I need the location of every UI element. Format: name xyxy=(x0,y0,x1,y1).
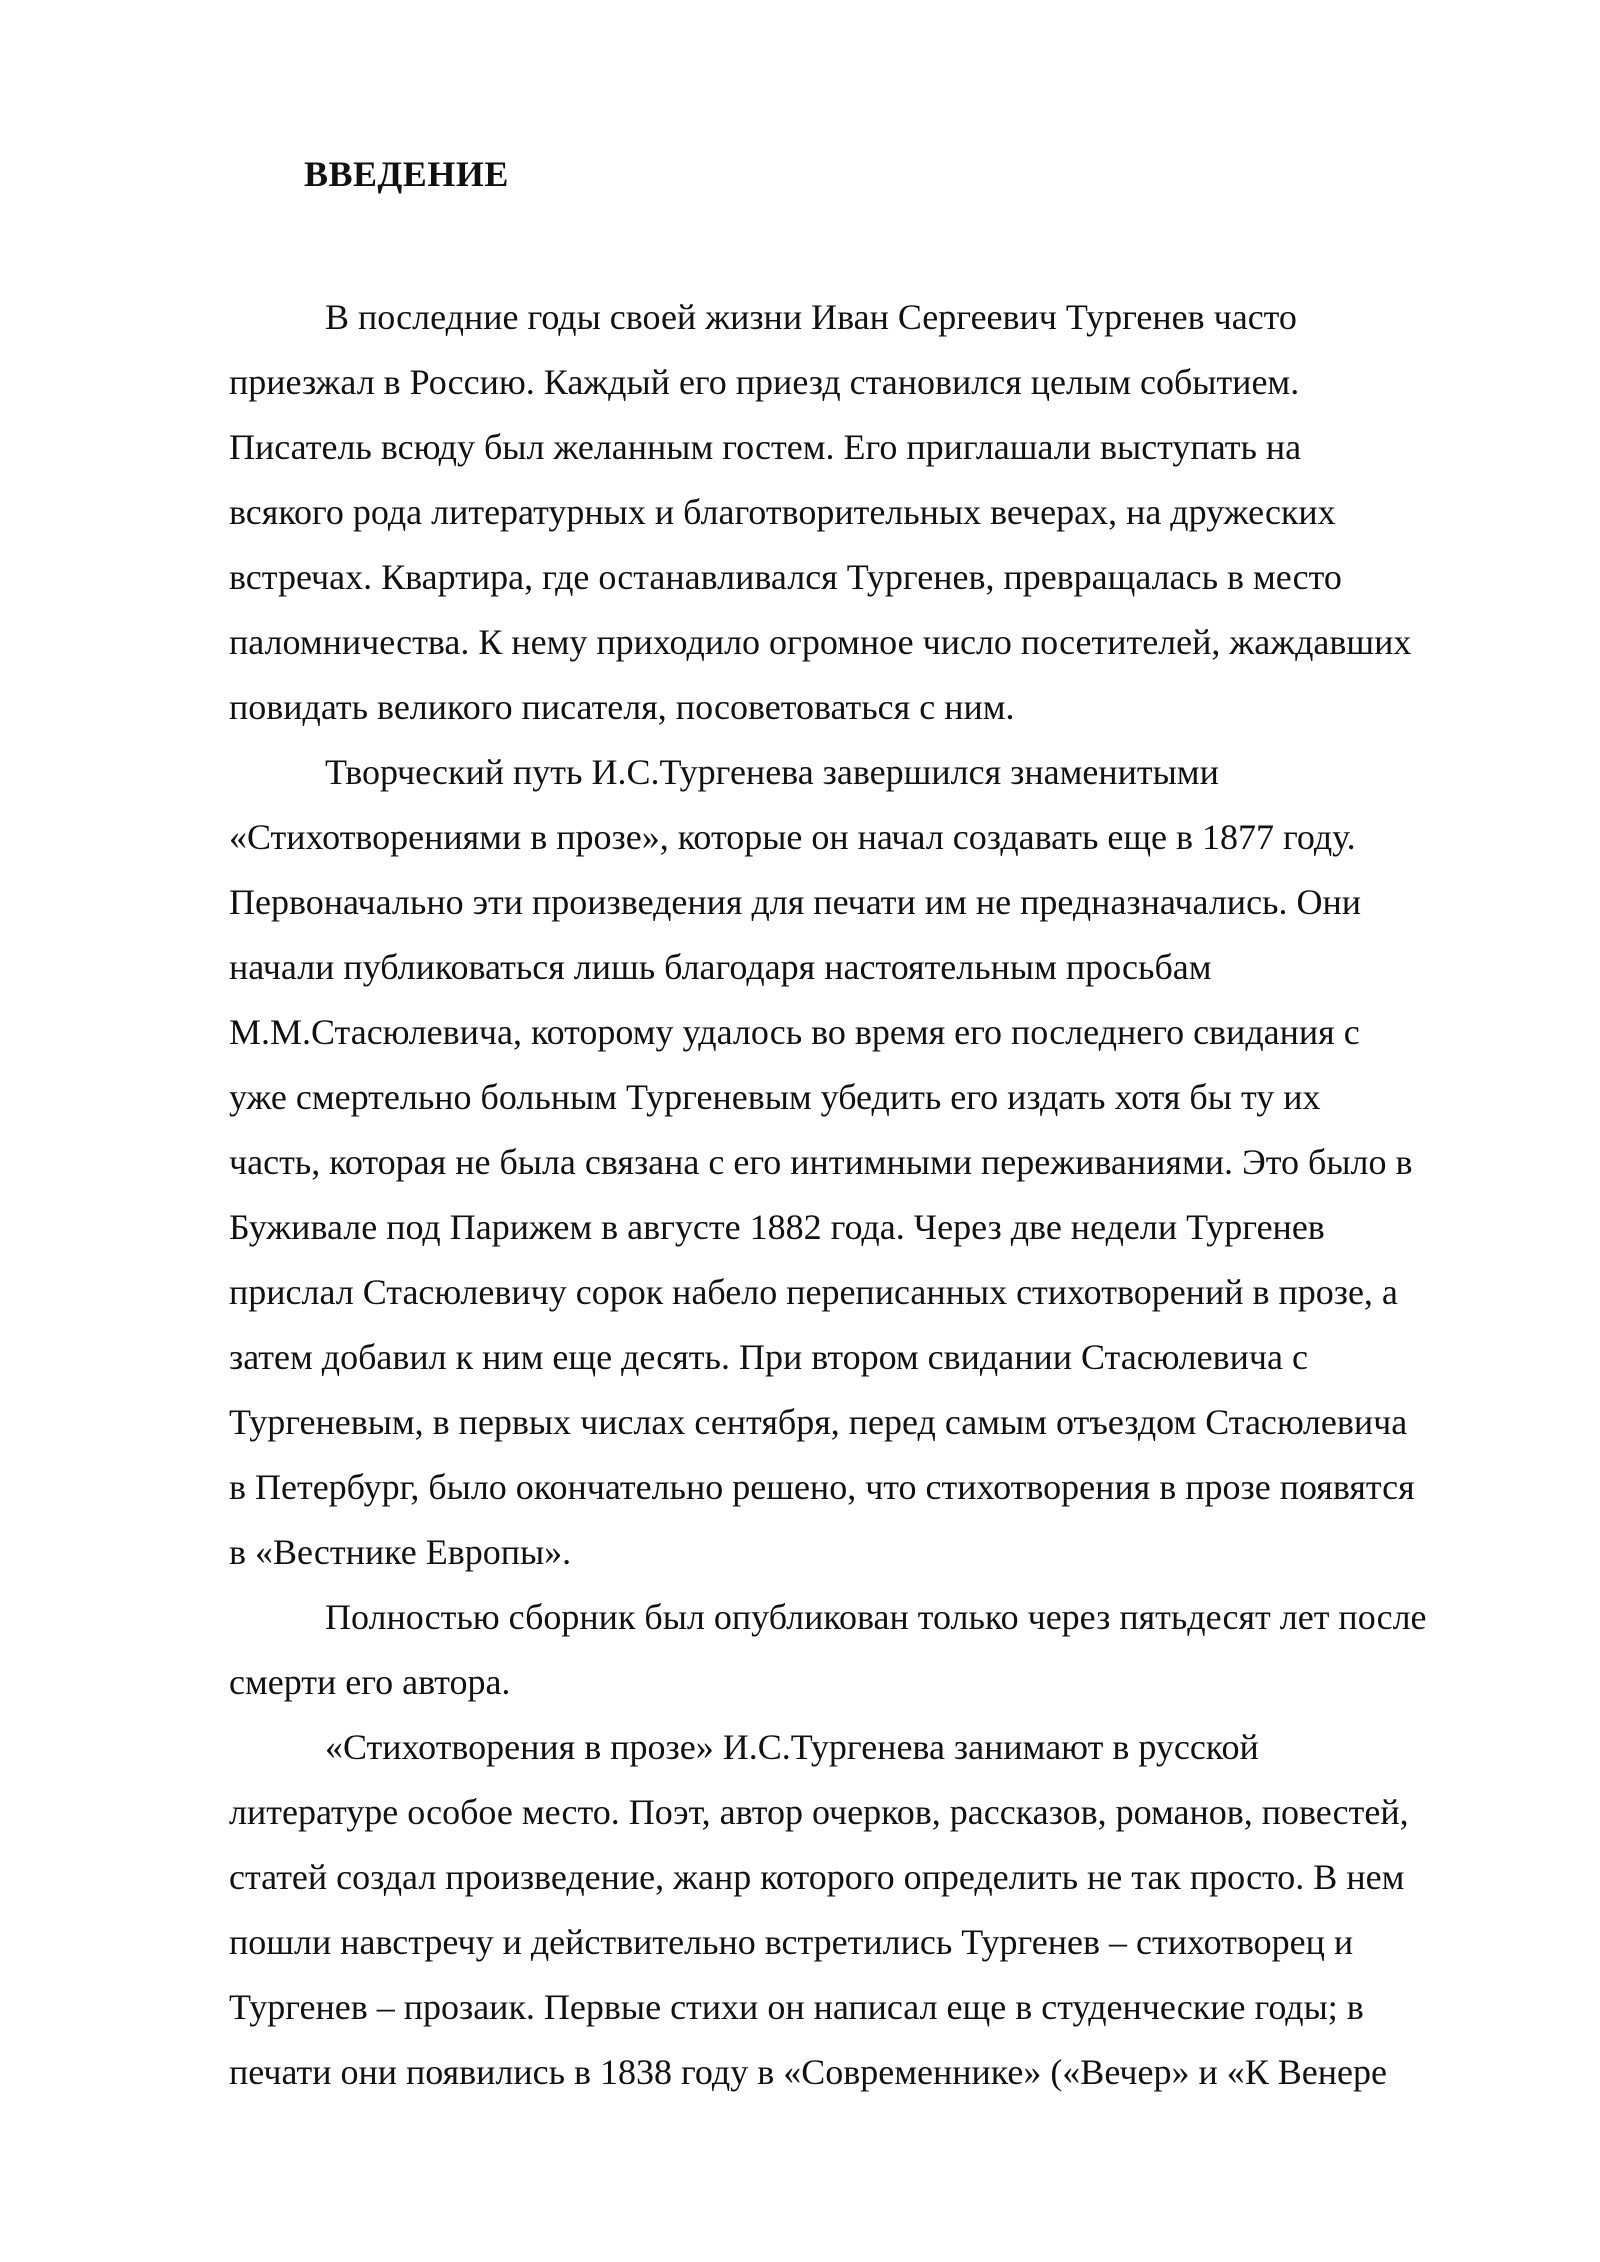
text-line: в Петербург, было окончательно решено, что стихотворения в прозе появятся xyxy=(229,1467,1415,1507)
text-line: Тургеневым, в первых числах сентября, перед самым отъездом Стасюлевича xyxy=(229,1402,1408,1442)
text-line: Буживале под Парижем в августе 1882 года. Через две недели Тургенев xyxy=(229,1207,1325,1247)
paragraph-2 xyxy=(229,740,1481,1585)
text-line: литературе особое место. Поэт, автор очерков, рассказов, романов, повестей, xyxy=(229,1792,1409,1832)
text-line: паломничества. К нему приходило огромное число посетителей, жаждавших xyxy=(229,622,1412,662)
text-line: смерти его автора. xyxy=(229,1662,511,1702)
text-line: повидать великого писателя, посоветоваться с ним. xyxy=(229,687,1015,727)
text-line: Творческий путь И.С.Тургенева завершился знаменитыми xyxy=(325,752,1219,792)
text-line: Писатель всюду был желанным гостем. Его приглашали выступать на xyxy=(229,427,1302,467)
text-line: «Стихотворениями в прозе», которые он начал создавать еще в 1877 году. xyxy=(229,817,1356,857)
text-line: пошли навстречу и действительно встретились Тургенев – стихотворец и xyxy=(229,1922,1354,1962)
text-line: «Стихотворения в прозе» И.С.Тургенева занимают в русской xyxy=(325,1727,1259,1767)
text-line: В последние годы своей жизни Иван Сергеевич Тургенев часто xyxy=(325,297,1297,337)
text-line: всякого рода литературных и благотворительных вечерах, на дружеских xyxy=(229,492,1336,532)
text-line: встречах. Квартира, где останавливался Тургенев, превращалась в место xyxy=(229,557,1342,597)
text-line: Первоначально эти произведения для печати им не предназначались. Они xyxy=(229,882,1361,922)
text-line: печати они появились в 1838 году в «Современнике» («Вечер» и «К Венере xyxy=(229,2052,1387,2092)
document-body xyxy=(229,285,1481,2105)
text-line: приезжал в Россию. Каждый его приезд становился целым событием. xyxy=(229,362,1300,402)
document-heading: ВВЕДЕНИЕ xyxy=(304,154,509,194)
text-line: в «Вестнике Европы». xyxy=(229,1532,572,1572)
text-line: затем добавил к ним еще десять. При втором свидании Стасюлевича с xyxy=(229,1337,1308,1377)
text-line: прислал Стасюлевичу сорок набело переписанных стихотворений в прозе, а xyxy=(229,1272,1398,1312)
text-line: М.М.Стасюлевича, которому удалось во время его последнего свидания с xyxy=(229,1012,1360,1052)
text-line: Тургенев – прозаик. Первые стихи он написал еще в студенческие годы; в xyxy=(229,1987,1364,2027)
paragraph-4 xyxy=(229,1715,1481,2105)
text-line: уже смертельно больным Тургеневым убедить его издать хотя бы ту их xyxy=(229,1077,1321,1117)
text-line: статей создал произведение, жанр которого определить не так просто. В нем xyxy=(229,1857,1405,1897)
paragraph-1 xyxy=(229,285,1481,740)
text-line: Полностью сборник был опубликован только через пятьдесят лет после xyxy=(325,1597,1427,1637)
text-line: часть, которая не была связана с его интимными переживаниями. Это было в xyxy=(229,1142,1413,1182)
paragraph-3 xyxy=(229,1585,1481,1715)
text-line: начали публиковаться лишь благодаря настоятельным просьбам xyxy=(229,947,1212,987)
